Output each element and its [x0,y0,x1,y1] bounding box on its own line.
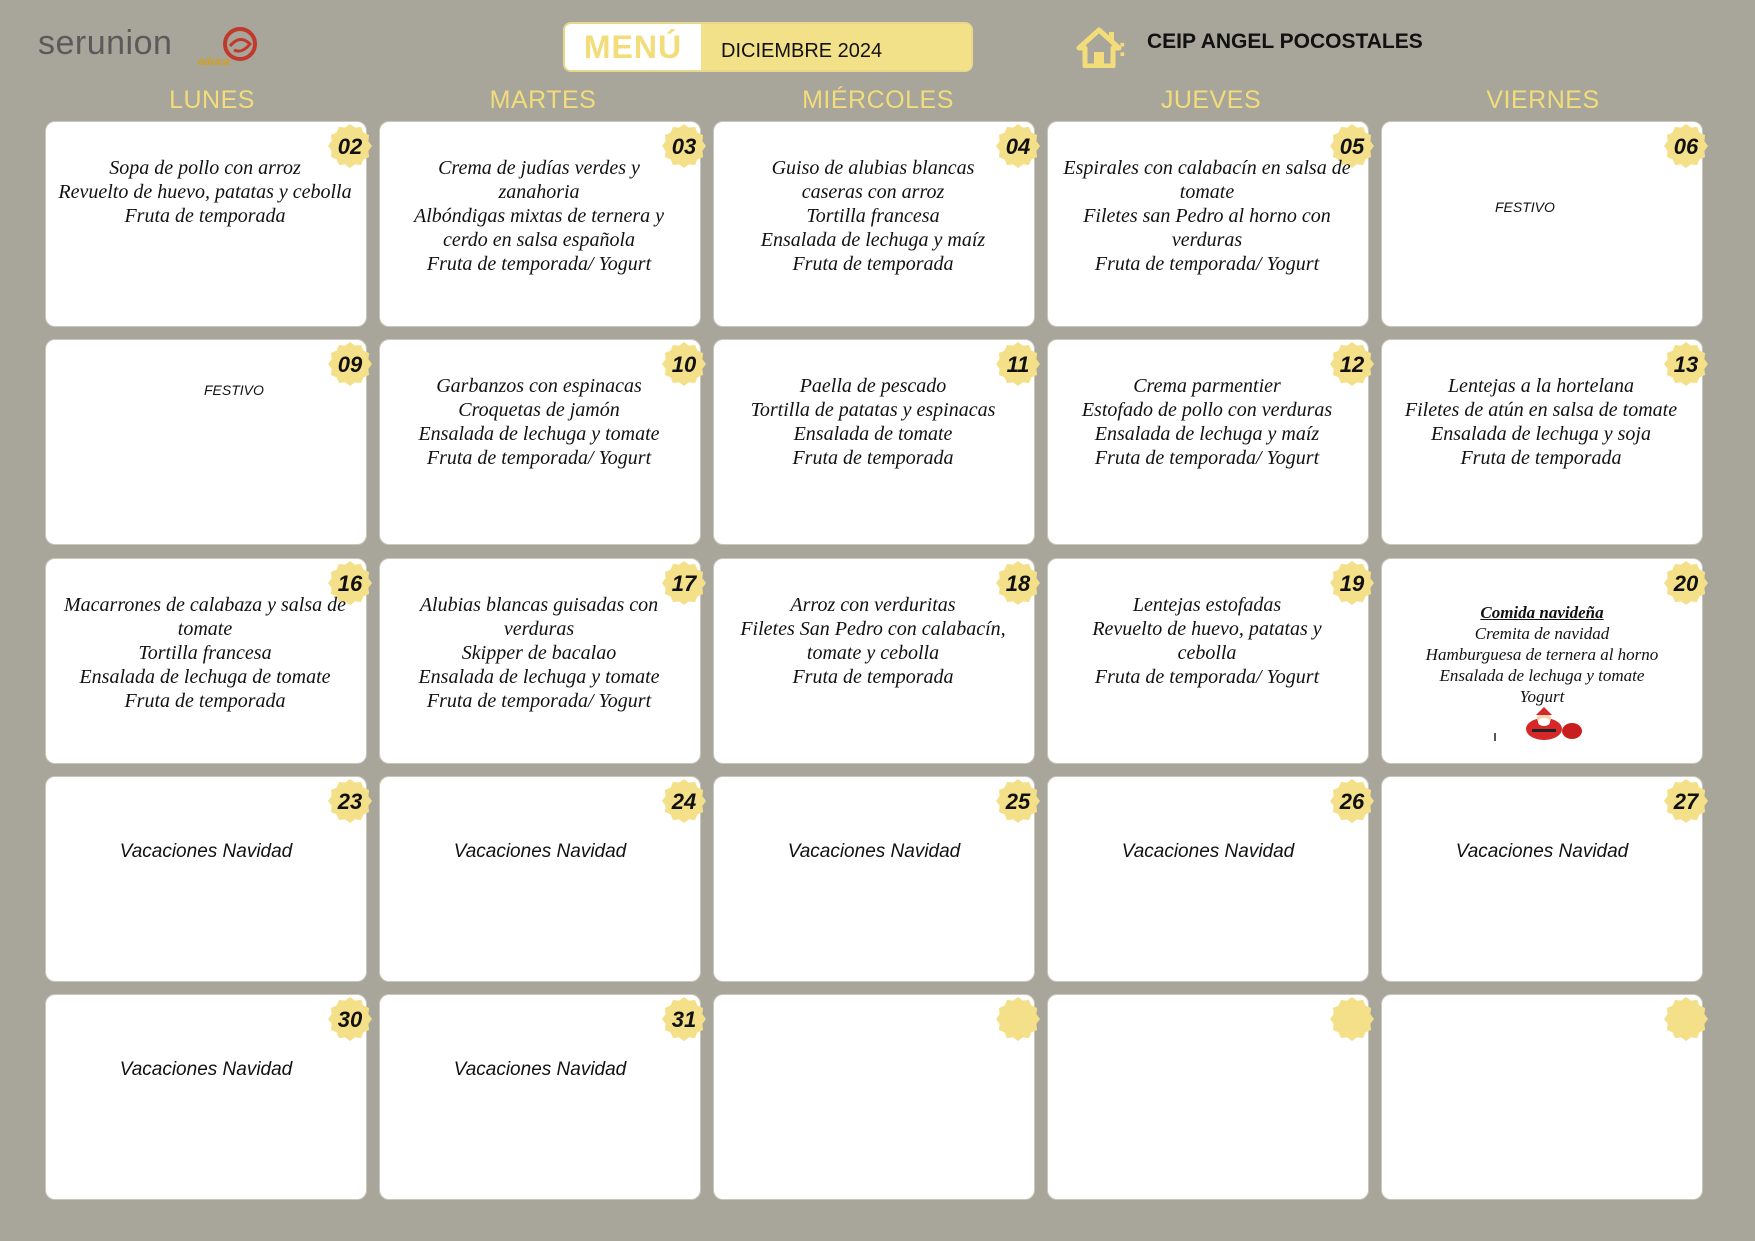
date-number: 05 [1339,134,1365,159]
date-badge [1664,997,1708,1041]
menu-line: Lentejas estofadas [1132,594,1282,616]
date-number [1664,997,1708,1041]
day-cell [713,994,1035,1200]
date-badge [1664,561,1708,605]
menu-line: Macarrones de calabaza y salsa de [64,594,346,616]
menu-line: Tortilla francesa [806,205,940,227]
menu-line: verduras [503,618,575,640]
house-colon: : [1118,32,1127,62]
date-badge [662,997,706,1041]
menu-line: Fruta de temporada/ Yogurt [1094,447,1320,469]
date-number: 18 [1005,571,1031,596]
menu-line: Fruta de temporada [792,666,954,688]
date-number: 19 [1339,571,1365,596]
date-number: 13 [1673,352,1699,377]
date-badge [996,779,1040,823]
day-jueves: JUEVES [1160,86,1262,114]
menu-line: Lentejas a la hortelana [1447,375,1635,397]
menu-line: Ensalada de lechuga y maíz [1094,423,1320,445]
menu-line: Crema de judías verdes y [438,157,640,179]
day-cell [713,121,1035,327]
vacaciones-label: Vacaciones Navidad [787,841,961,862]
day-cell [45,339,367,545]
menu-line: Ensalada de lechuga y soja [1431,423,1651,445]
menu-text [386,156,692,276]
date-number: 26 [1339,789,1365,814]
menu-line: Ensalada de lechuga y tomate [1439,666,1645,685]
menu-line: Arroz con verduritas [790,594,956,616]
date-badge [328,342,372,386]
date-number: 31 [671,1007,697,1032]
menu-line: Tortilla francesa [138,642,272,664]
menu-line: Fruta de temporada [792,447,954,469]
date-number: 20 [1673,571,1699,596]
date-number: 17 [671,571,697,596]
date-badge [1330,997,1374,1041]
menu-line: Fruta de temporada [124,205,286,227]
menu-line: Filetes San Pedro con calabacín, [740,618,1006,640]
date-number: 03 [671,134,697,159]
date-number: 23 [337,789,363,814]
menu-text [386,593,692,713]
menu-line: Croquetas de jamón [458,399,620,421]
menu-line: Revuelto de huevo, patatas y cebolla [58,181,352,203]
menu-line: Fruta de temporada [1460,447,1622,469]
date-number: 10 [671,352,697,377]
day-cell [1047,121,1369,327]
menu-line: zanahoria [498,181,580,203]
day-cell [379,339,701,545]
top-bar [0,0,1755,100]
date-badge [662,779,706,823]
day-martes: MARTES [489,86,597,114]
menu-text [1388,374,1694,470]
menu-title-box [563,22,973,72]
day-cell [1047,558,1369,764]
menu-text [1054,156,1360,276]
day-cell [713,558,1035,764]
day-cell [1381,776,1703,982]
vacaciones-label: Vacaciones Navidad [119,841,293,862]
menu-line: Ensalada de lechuga y tomate [418,666,660,688]
vacaciones-label: Vacaciones Navidad [453,1059,627,1080]
menu-line: Fruta de temporada/ Yogurt [426,253,652,275]
vacaciones-label: Vacaciones Navidad [453,841,627,862]
day-cell [1381,994,1703,1200]
menu-line: Fruta de temporada/ Yogurt [426,447,652,469]
menu-line: verduras [1171,229,1243,251]
menu-line: Filetes de atún en salsa de tomate [1404,399,1678,421]
menu-line: Tortilla de patatas y espinacas [750,399,996,421]
day-cell [713,776,1035,982]
date-number: 16 [337,571,363,596]
menu-month: DICIEMBRE 2024 [701,24,971,70]
date-number: 12 [1339,352,1365,377]
logo-text: serunion [38,24,173,62]
day-cell [379,558,701,764]
date-number [996,997,1040,1041]
date-badge [328,997,372,1041]
menu-label: MENÚ [583,29,683,65]
date-number: 11 [1006,352,1030,377]
menu-line: Crema parmentier [1133,375,1281,397]
vacaciones-label: Vacaciones Navidad [1455,841,1629,862]
day-cell [1047,776,1369,982]
menu-line: Fruta de temporada/ Yogurt [1094,666,1320,688]
menu-line: Revuelto de huevo, patatas y [1092,618,1322,640]
menu-text [386,374,692,470]
menu-text [720,374,1026,470]
menu-line: Yogurt [1519,687,1565,706]
menu-text [720,156,1026,276]
day-viernes: VIERNES [1486,86,1600,114]
menu-line: tomate [177,618,233,640]
date-badge [1330,779,1374,823]
menu-line: Albóndigas mixtas de ternera y [414,205,664,227]
menu-line: tomate [1179,181,1235,203]
logo-sub: educa [198,56,230,68]
day-cell [1381,121,1703,327]
date-number: 02 [337,134,363,159]
menu-text [52,156,358,228]
day-cell [45,558,367,764]
date-number: 04 [1005,134,1031,159]
special-menu [1388,602,1696,707]
date-badge [328,779,372,823]
day-cell [45,121,367,327]
festivo-label: FESTIVO [1495,199,1555,215]
santa-claus-icon [1492,707,1596,741]
menu-line: tomate y cebolla [806,642,940,664]
menu-line: cerdo en salsa española [442,229,635,251]
menu-line: caseras con arroz [801,181,945,203]
menu-text [1054,374,1360,470]
date-number [1330,997,1374,1041]
menu-text [1054,593,1360,689]
day-cell [45,776,367,982]
date-badge [1664,779,1708,823]
menu-line: Hamburguesa de ternera al horno [1425,645,1659,664]
date-badge [996,997,1040,1041]
date-number: 30 [337,1007,363,1032]
menu-line: Guiso de alubias blancas [771,157,975,179]
menu-line: Alubias blancas guisadas con [419,594,659,616]
day-cell [1381,558,1703,764]
menu-text [52,593,358,713]
day-cell [1381,339,1703,545]
serunion-logo [38,22,258,72]
menu-text [720,593,1026,689]
menu-line: Ensalada de lechuga de tomate [79,666,331,688]
festivo-label: FESTIVO [204,382,264,398]
day-cell [379,994,701,1200]
menu-line: Fruta de temporada [792,253,954,275]
vacaciones-label: Vacaciones Navidad [119,1059,293,1080]
date-number: 25 [1005,789,1031,814]
menu-line: Estofado de pollo con verduras [1081,399,1333,421]
day-cell [379,121,701,327]
date-badge [1664,124,1708,168]
date-number: 27 [1673,789,1699,814]
menu-line: Ensalada de lechuga y tomate [418,423,660,445]
menu-line: Garbanzos con espinacas [436,375,642,397]
menu-line: Espirales con calabacín en salsa de [1063,157,1351,179]
day-miercoles: MIÉRCOLES [802,86,954,114]
menu-line: cebolla [1177,642,1237,664]
day-lunes: LUNES [169,86,255,114]
school-name: CEIP ANGEL POCOSTALES [1147,30,1423,53]
menu-line: Fruta de temporada [124,690,286,712]
menu-line: Ensalada de tomate [793,423,953,445]
day-cell [379,776,701,982]
day-cell [1047,994,1369,1200]
menu-line: Sopa de pollo con arroz [109,157,301,179]
day-cell [45,994,367,1200]
menu-line: Skipper de bacalao [461,642,617,664]
weekday-header [0,86,1755,122]
menu-line: Filetes san Pedro al horno con [1083,205,1331,227]
date-number: 24 [671,789,697,814]
special-menu-title: Comida navideña [1480,603,1604,622]
menu-line: Paella de pescado [799,375,947,397]
menu-line: Fruta de temporada/ Yogurt [426,690,652,712]
menu-line: Ensalada de lechuga y maíz [760,229,986,251]
vacaciones-label: Vacaciones Navidad [1121,841,1295,862]
date-number: 06 [1673,134,1699,159]
menu-line: Fruta de temporada/ Yogurt [1094,253,1320,275]
day-cell [713,339,1035,545]
menu-line: Cremita de navidad [1474,624,1610,643]
day-cell [1047,339,1369,545]
date-number: 09 [337,352,363,377]
